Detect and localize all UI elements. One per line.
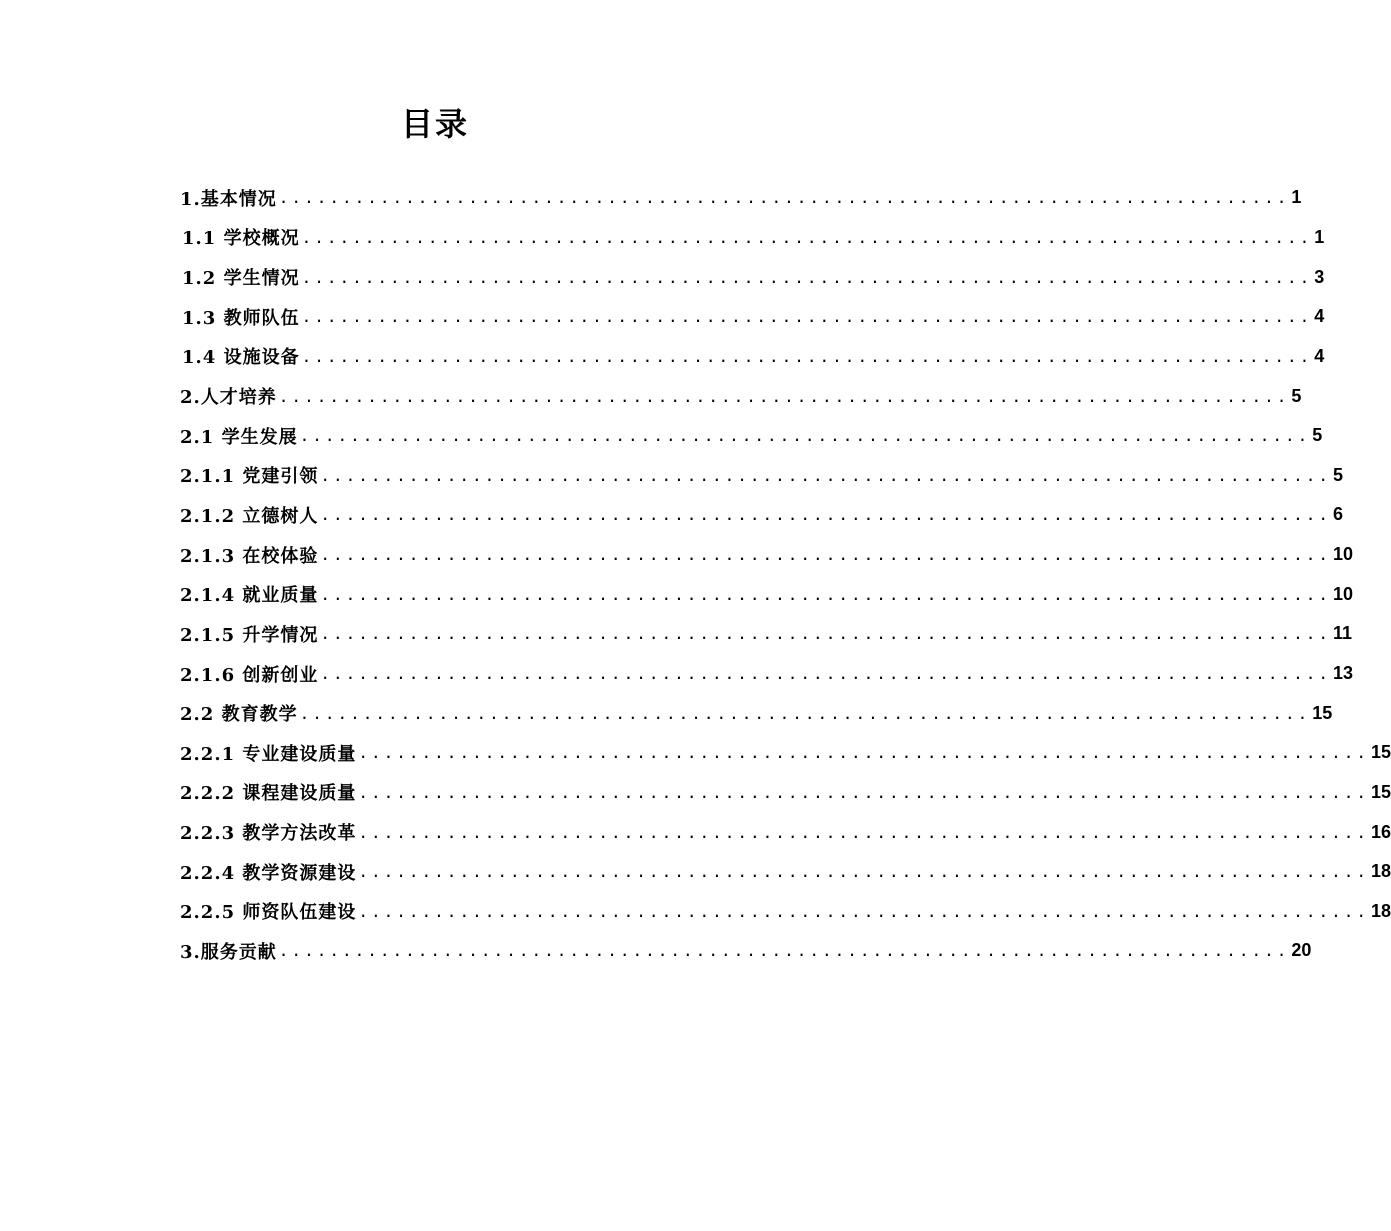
toc-entry[interactable] (180, 455, 1344, 495)
toc-leader-dots: ................................................................................ (320, 545, 1331, 565)
toc-entry-label: 2.2.5 师资队伍建设 (180, 902, 357, 924)
toc-entry-label: 3.服务贡献 (180, 941, 277, 963)
toc-entry[interactable] (180, 535, 1354, 575)
toc-entry-label: 1.2 学生情况 (182, 268, 300, 290)
toc-page-number: 15 (1312, 702, 1333, 723)
toc-entry[interactable] (180, 218, 1325, 258)
toc-entry[interactable] (180, 812, 1391, 852)
toc-page-number: 16 (1371, 821, 1391, 842)
toc-page-number: 1 (1314, 226, 1325, 247)
toc-entry-label: 2.2.1 专业建设质量 (180, 743, 357, 765)
toc-leader-dots: ................................................................................ (301, 267, 1313, 287)
toc-entry-label: 1.4 设施设备 (182, 347, 300, 369)
toc-entry-label: 2.1.1 党建引领 (180, 466, 319, 488)
toc-entry-label: 2.2.2 课程建设质量 (180, 783, 357, 805)
toc-leader-dots: ................................................................................ (320, 664, 1331, 683)
toc-entry[interactable] (180, 257, 1325, 297)
toc-page-number: 20 (1291, 940, 1312, 961)
toc-entry[interactable] (180, 892, 1391, 932)
toc-leader-dots: ................................................................................ (320, 584, 1331, 604)
toc-page-number: 11 (1333, 623, 1353, 644)
toc-page-number: 13 (1333, 663, 1354, 683)
toc-entry-label: 1.3 教师队伍 (182, 307, 300, 329)
toc-page-number: 4 (1314, 345, 1325, 366)
toc-entry[interactable] (180, 654, 1354, 694)
toc-entry[interactable] (180, 614, 1353, 654)
toc-page-number: 18 (1371, 861, 1391, 882)
toc-entry-label: 2.2 教育教学 (180, 704, 298, 726)
toc-entry-label: 2.1.4 就业质量 (180, 585, 319, 607)
toc-page-number: 1 (1291, 187, 1302, 208)
toc-entry[interactable] (180, 852, 1391, 892)
toc-leader-dots: ................................................................................ (358, 743, 1369, 763)
toc-entry-label: 2.人才培养 (180, 387, 277, 409)
toc-page-number: 6 (1333, 504, 1344, 525)
toc-leader-dots: ................................................................................ (301, 307, 1313, 327)
toc-entry[interactable] (180, 416, 1323, 456)
toc-entry-label: 2.2.4 教学资源建设 (180, 862, 357, 884)
toc-entry-label: 2.1.2 立德树人 (180, 505, 319, 527)
toc-entry-label: 2.1 学生发展 (180, 426, 298, 448)
toc-entry[interactable] (180, 297, 1325, 337)
table-of-contents (180, 178, 1391, 971)
toc-page-number: 15 (1371, 742, 1391, 763)
toc-page-number: 15 (1371, 781, 1391, 802)
toc-page-number: 10 (1333, 583, 1354, 604)
toc-leader-dots: ................................................................................ (299, 426, 1311, 446)
toc-page-number: 5 (1312, 425, 1323, 446)
toc-page-number: 3 (1314, 266, 1325, 287)
toc-leader-dots: ................................................................................ (358, 822, 1369, 842)
toc-entry-label: 2.1.6 创新创业 (180, 664, 319, 686)
toc-leader-dots: ................................................................................ (358, 862, 1369, 882)
toc-entry[interactable] (180, 376, 1302, 416)
toc-leader-dots: ................................................................................ (358, 901, 1369, 921)
toc-entry[interactable] (180, 178, 1302, 218)
toc-entry[interactable] (180, 693, 1333, 733)
toc-leader-dots: ................................................................................ (278, 188, 1290, 208)
toc-entry[interactable] (180, 931, 1312, 971)
toc-leader-dots: ................................................................................ (301, 346, 1313, 366)
toc-entry[interactable] (180, 495, 1344, 535)
toc-leader-dots: ................................................................................ (299, 703, 1311, 723)
toc-page-number: 4 (1314, 306, 1325, 327)
toc-leader-dots: ................................................................................ (320, 624, 1331, 644)
toc-entry-label: 2.1.5 升学情况 (180, 624, 319, 646)
toc-leader-dots: ................................................................................ (278, 386, 1290, 406)
toc-leader-dots: ................................................................................ (320, 505, 1331, 525)
toc-page-number: 18 (1371, 900, 1391, 921)
toc-leader-dots: ................................................................................ (320, 465, 1331, 485)
toc-leader-dots: ................................................................................ (358, 782, 1369, 802)
toc-entry[interactable] (180, 574, 1354, 614)
toc-page-number: 5 (1291, 385, 1302, 406)
toc-entry-label: 1.1 学校概况 (182, 228, 300, 250)
toc-entry-label: 2.1.3 在校体验 (180, 545, 319, 567)
toc-page-number: 10 (1333, 544, 1354, 565)
page-title: 目录 (400, 105, 469, 143)
toc-page-number: 5 (1333, 464, 1344, 485)
toc-entry[interactable] (180, 337, 1325, 377)
toc-entry-label: 1.基本情况 (180, 188, 277, 210)
toc-entry-label: 2.2.3 教学方法改革 (180, 823, 357, 845)
toc-entry[interactable] (180, 773, 1391, 813)
toc-entry[interactable] (180, 733, 1391, 773)
toc-leader-dots: ................................................................................ (301, 227, 1313, 247)
toc-leader-dots: ................................................................................ (278, 941, 1290, 961)
